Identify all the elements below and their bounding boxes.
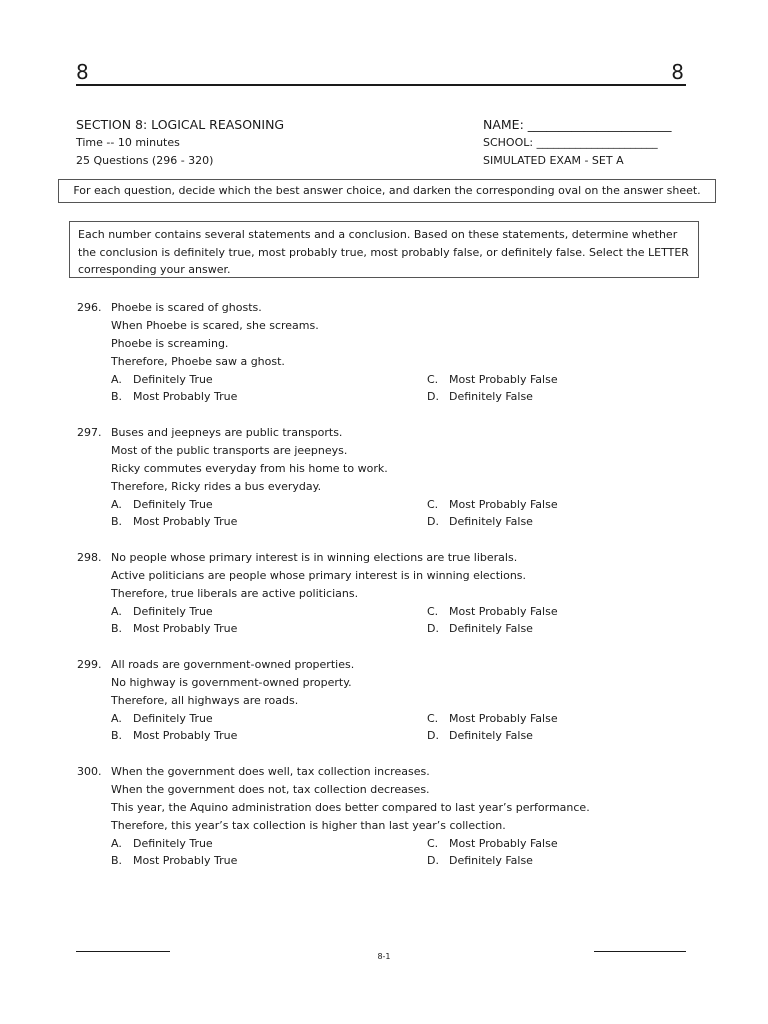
answer-option xyxy=(427,513,533,531)
option-text: Most Probably True xyxy=(133,854,238,867)
option-text: Most Probably False xyxy=(449,712,558,725)
question-number: 297. xyxy=(77,426,102,439)
questions-count: 25 Questions (296 - 320) xyxy=(76,154,214,167)
option-letter: B. xyxy=(111,390,123,403)
option-letter: A. xyxy=(111,373,122,386)
question-statement: Therefore, true liberals are active politicians. xyxy=(111,587,359,600)
option-text: Definitely False xyxy=(449,390,533,403)
question-item xyxy=(77,549,697,638)
question-statement: Ricky commutes everyday from his home to work. xyxy=(111,462,388,475)
time-limit: Time -- 10 minutes xyxy=(76,136,180,149)
option-letter: D. xyxy=(427,729,439,742)
option-letter: B. xyxy=(111,854,123,867)
question-body xyxy=(111,656,697,745)
question-statement: Phoebe is screaming. xyxy=(111,337,229,350)
question-statement: Phoebe is scared of ghosts. xyxy=(111,301,262,314)
option-letter: A. xyxy=(111,712,122,725)
option-letter: B. xyxy=(111,622,123,635)
question-statement: When the government does well, tax collection increases. xyxy=(111,765,430,778)
question-statement: Active politicians are people whose primary interest is in winning elections. xyxy=(111,569,527,582)
option-text: Definitely False xyxy=(449,622,533,635)
student-info xyxy=(483,116,672,170)
option-text: Definitely False xyxy=(449,854,533,867)
question-number: 300. xyxy=(77,765,102,778)
option-text: Definitely True xyxy=(133,498,213,511)
question-body xyxy=(111,424,697,531)
option-text: Definitely True xyxy=(133,605,213,618)
question-number: 298. xyxy=(77,551,102,564)
option-text: Definitely True xyxy=(133,712,213,725)
answer-option xyxy=(427,603,558,621)
question-item xyxy=(77,424,697,531)
answer-option xyxy=(111,727,237,745)
answer-option xyxy=(427,852,533,870)
answer-option xyxy=(427,388,533,406)
answer-option xyxy=(427,710,558,728)
option-text: Most Probably True xyxy=(133,515,238,528)
question-statement: Therefore, Phoebe saw a ghost. xyxy=(111,355,285,368)
answer-option xyxy=(427,371,558,389)
answer-option xyxy=(111,513,237,531)
option-letter: C. xyxy=(427,837,439,850)
question-statement: Therefore, this year’s tax collection is higher than last year’s collection. xyxy=(111,819,506,832)
question-statement: All roads are government-owned properties. xyxy=(111,658,355,671)
option-text: Definitely False xyxy=(449,729,533,742)
school-field: SCHOOL: ______________________ xyxy=(483,136,658,149)
option-letter: D. xyxy=(427,390,439,403)
answer-option xyxy=(111,710,213,728)
option-letter: B. xyxy=(111,729,123,742)
answer-options xyxy=(111,835,697,870)
question-statement: Therefore, all highways are roads. xyxy=(111,694,299,707)
question-statement: Therefore, Ricky rides a bus everyday. xyxy=(111,480,322,493)
top-divider xyxy=(76,84,686,86)
option-letter: D. xyxy=(427,515,439,528)
answer-option xyxy=(111,496,213,514)
instructions-box: For each question, decide which the best answer choice, and darken the corresponding oval on the answer sheet. xyxy=(58,179,716,203)
answer-options xyxy=(111,371,697,406)
option-text: Most Probably True xyxy=(133,729,238,742)
option-letter: A. xyxy=(111,498,122,511)
question-item xyxy=(77,763,697,870)
option-text: Definitely True xyxy=(133,373,213,386)
option-text: Most Probably False xyxy=(449,373,558,386)
exam-set-label: SIMULATED EXAM - SET A xyxy=(483,154,624,167)
option-text: Most Probably False xyxy=(449,837,558,850)
option-letter: D. xyxy=(427,854,439,867)
answer-option xyxy=(111,852,237,870)
answer-option xyxy=(111,371,213,389)
question-statement: No people whose primary interest is in winning elections are true liberals. xyxy=(111,551,518,564)
answer-option xyxy=(111,388,237,406)
question-statement: When Phoebe is scared, she screams. xyxy=(111,319,319,332)
option-text: Definitely False xyxy=(449,515,533,528)
page-number-left: 8 xyxy=(76,60,89,84)
answer-options xyxy=(111,496,697,531)
answer-options xyxy=(111,603,697,638)
answer-option xyxy=(427,620,533,638)
question-body xyxy=(111,763,697,870)
option-letter: C. xyxy=(427,498,439,511)
answer-option xyxy=(111,603,213,621)
page-number-right: 8 xyxy=(671,60,684,84)
answer-option xyxy=(427,835,558,853)
option-letter: D. xyxy=(427,622,439,635)
section-header xyxy=(76,116,284,170)
answer-option xyxy=(427,496,558,514)
answer-options xyxy=(111,710,697,745)
question-statement: When the government does not, tax collection decreases. xyxy=(111,783,430,796)
section-title: SECTION 8: LOGICAL REASONING xyxy=(76,117,285,132)
question-number: 299. xyxy=(77,658,102,671)
option-text: Most Probably False xyxy=(449,498,558,511)
option-letter: A. xyxy=(111,837,122,850)
question-number: 296. xyxy=(77,301,102,314)
option-letter: C. xyxy=(427,373,439,386)
question-list xyxy=(77,299,697,888)
question-statement: Buses and jeepneys are public transports. xyxy=(111,426,343,439)
answer-option xyxy=(427,727,533,745)
option-letter: C. xyxy=(427,712,439,725)
question-statement: No highway is government-owned property. xyxy=(111,676,352,689)
option-letter: B. xyxy=(111,515,123,528)
question-item xyxy=(77,656,697,745)
option-text: Most Probably True xyxy=(133,390,238,403)
answer-option xyxy=(111,835,213,853)
directions-box: Each number contains several statements and a conclusion. Based on these statements, determine whether the conclusion is definitely true, most probably true, most probably false, or definitely false. Select the LETTER corresponding your answer. xyxy=(69,221,699,278)
option-letter: A. xyxy=(111,605,122,618)
option-text: Most Probably False xyxy=(449,605,558,618)
page-footer: 8-1 xyxy=(377,952,391,961)
question-body xyxy=(111,299,697,406)
option-text: Definitely True xyxy=(133,837,213,850)
question-statement: Most of the public transports are jeepneys. xyxy=(111,444,348,457)
question-item xyxy=(77,299,697,406)
name-field: NAME: _______________________ xyxy=(483,117,672,132)
option-text: Most Probably True xyxy=(133,622,238,635)
question-body xyxy=(111,549,697,638)
question-statement: This year, the Aquino administration does better compared to last year’s performance. xyxy=(111,801,590,814)
answer-option xyxy=(111,620,237,638)
option-letter: C. xyxy=(427,605,439,618)
